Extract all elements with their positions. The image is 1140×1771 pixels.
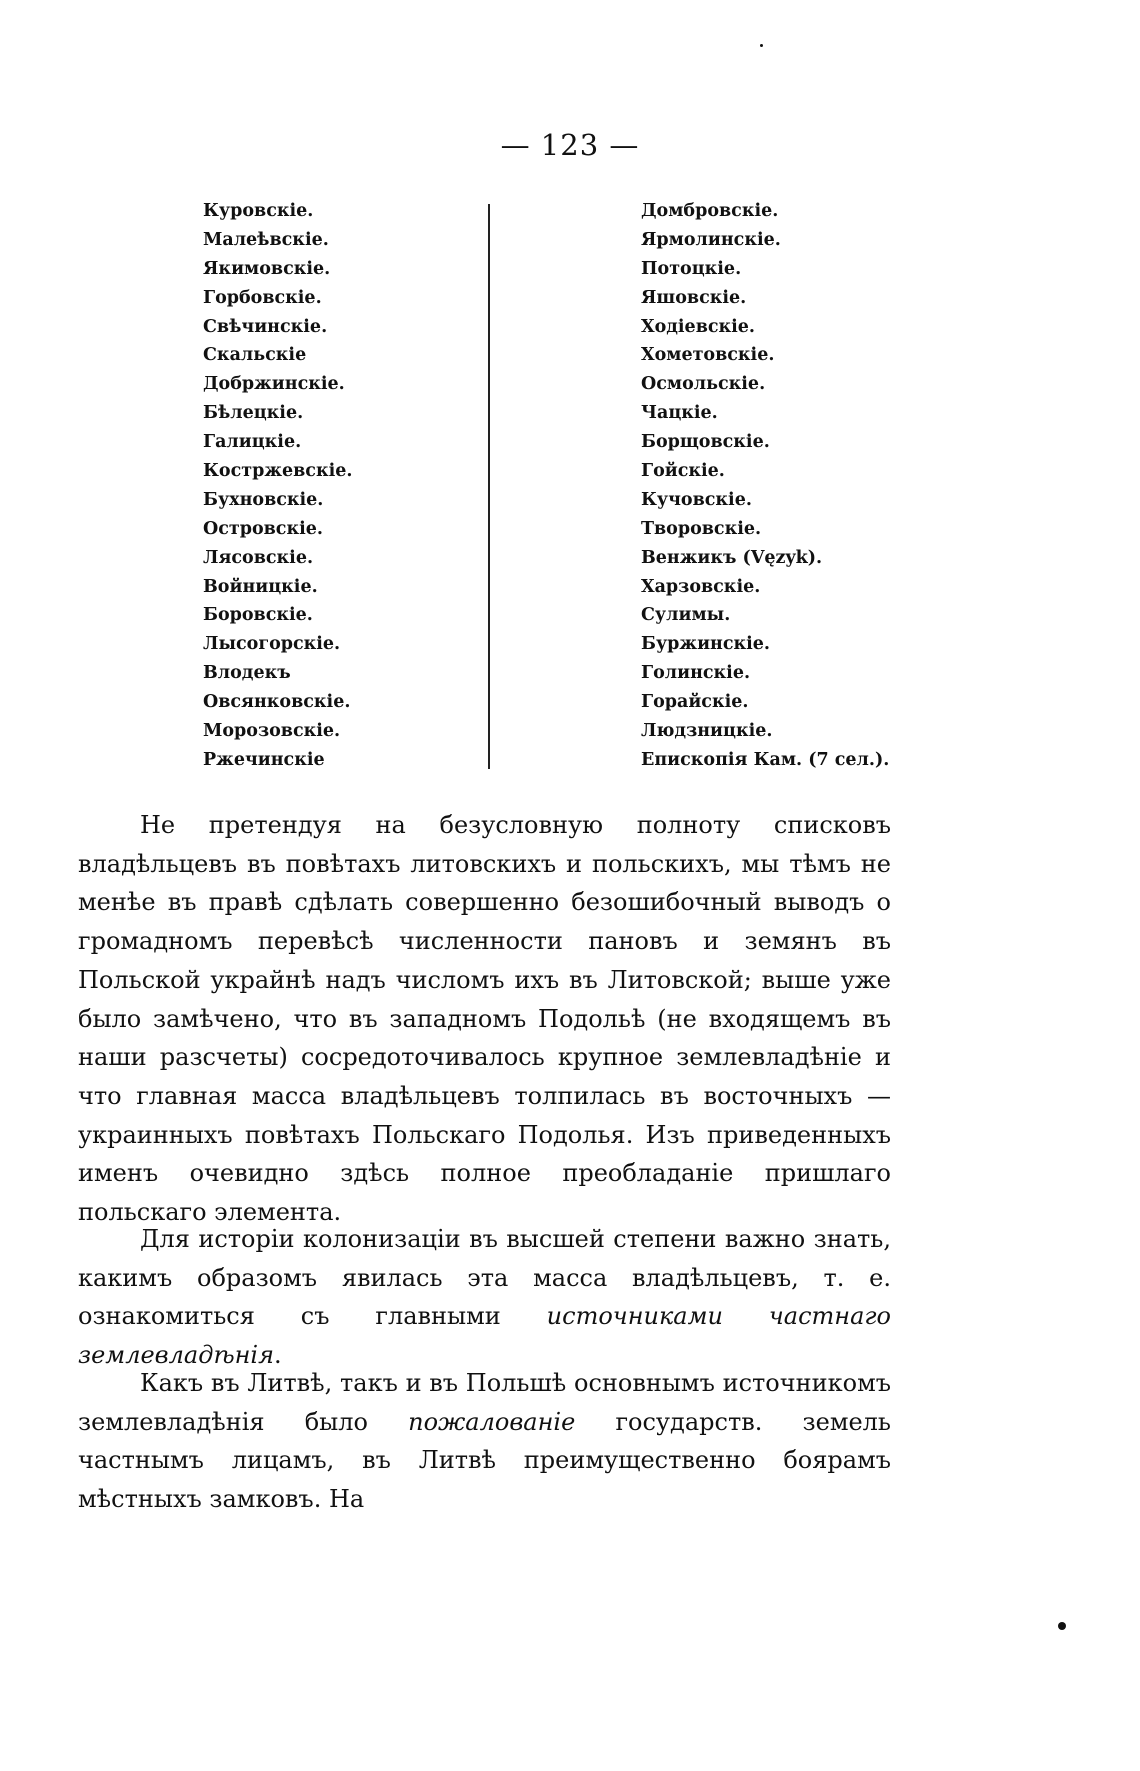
list-item: Харзовскіе. [641,576,761,597]
list-item: Ходіевскіе. [641,316,756,337]
list-item: Лысогорскіе. [203,634,341,655]
list-item: Овсянковскіе. [203,692,351,713]
list-item: Скальскіе [203,345,307,366]
list-item: Бѣлецкіе. [203,403,304,424]
list-item: Горбовскіе. [203,287,322,308]
list-item: Епископія Кам. (7 сел.). [641,749,890,770]
list-item: Лясовскіе. [203,547,314,568]
right-name-list [641,197,889,775]
list-item: Галицкіе. [203,432,302,453]
list-item: Горайскіе. [641,692,749,713]
list-item: Войницкіе. [203,576,318,597]
paragraph-text: Какъ въ Литвѣ, такъ и въ Польшѣ основнымъ источникомъ землевладѣнія было [78,1369,891,1436]
paragraph-text: Для исторіи колонизаціи въ высшей степени важно знать, какимъ образомъ явилась эта масса владѣльцевъ, т. е. ознакомиться съ главными [78,1225,891,1331]
paragraph-land-grants [78,1364,891,1519]
list-item: Сулимы. [641,605,731,626]
list-item: Людзницкіе. [641,721,773,742]
list-item: Ржечинскіе [203,749,325,770]
list-item: Потоцкіе. [641,258,742,279]
ink-speck [760,44,763,47]
ink-speck [1058,1622,1066,1630]
list-item: Якимовскіе. [203,258,331,279]
list-item: Осмольскіе. [641,374,766,395]
list-item: Борщовскіе. [641,432,770,453]
list-item: Ярмолинскіе. [641,229,781,250]
list-item: Венжикъ (Vęzyk). [641,547,823,568]
paragraph-text: государств. земель частнымъ лицамъ, въ Литвѣ преимущественно боярамъ мѣстныхъ замковъ. На [78,1407,891,1514]
list-item: Кучовскіе. [641,489,752,510]
list-item: Буржинскіе. [641,634,771,655]
emphasis-text: пожалованіе [408,1407,576,1436]
list-item: Яшовскіе. [641,287,747,308]
list-item: Бухновскіе. [203,489,324,510]
list-item: Гойскіе. [641,461,725,482]
list-item: Хометовскіе. [641,345,775,366]
list-item: Боровскіе. [203,605,313,626]
column-divider [488,204,490,769]
left-name-list [203,197,352,775]
paragraph-landowners-summary: Не претендуя на безусловную полноту списковъ владѣльцевъ въ повѣтахъ литовскихъ и польскихъ, мы тѣмъ не менѣе въ правѣ сдѣлать совершенно безошибочный выводъ о громадномъ перевѣсѣ численности пановъ и земянъ въ Польской украйнѣ надъ числомъ ихъ въ Литовской; выше уже было замѣчено, что въ западномъ Подольѣ (не входящемъ въ наши разсчеты) сосредоточивалось крупное землевладѣніе и что главная масса владѣльцевъ толпилась въ восточныхъ — украинныхъ повѣтахъ Польскаго Подолья. Изъ приведенныхъ именъ очевидно здѣсь полное преобладаніе пришлаго польскаго элемента. [78,811,891,1227]
list-item: Малеѣвскіе. [203,229,329,250]
list-item: Добржинскіе. [203,374,345,395]
paragraph-text: . [274,1341,282,1370]
emphasis-text: источниками частнаго землевладѣнія [78,1302,891,1370]
page-number: — 123 — [500,128,640,162]
list-item: Костржевскіе. [203,461,353,482]
list-item: Свѣчинскіе. [203,316,328,337]
list-item: Домбровскіе. [641,201,779,221]
list-item: Морозовскіе. [203,721,341,742]
list-item: Куровскіе. [203,201,314,221]
list-item: Островскіе. [203,518,323,539]
paragraph-colonization-history [78,1220,891,1375]
list-item: Голинскіе. [641,663,751,684]
list-item: Влодекъ [203,663,291,684]
list-item: Чацкіе. [641,403,718,424]
list-item: Творовскіе. [641,518,762,539]
